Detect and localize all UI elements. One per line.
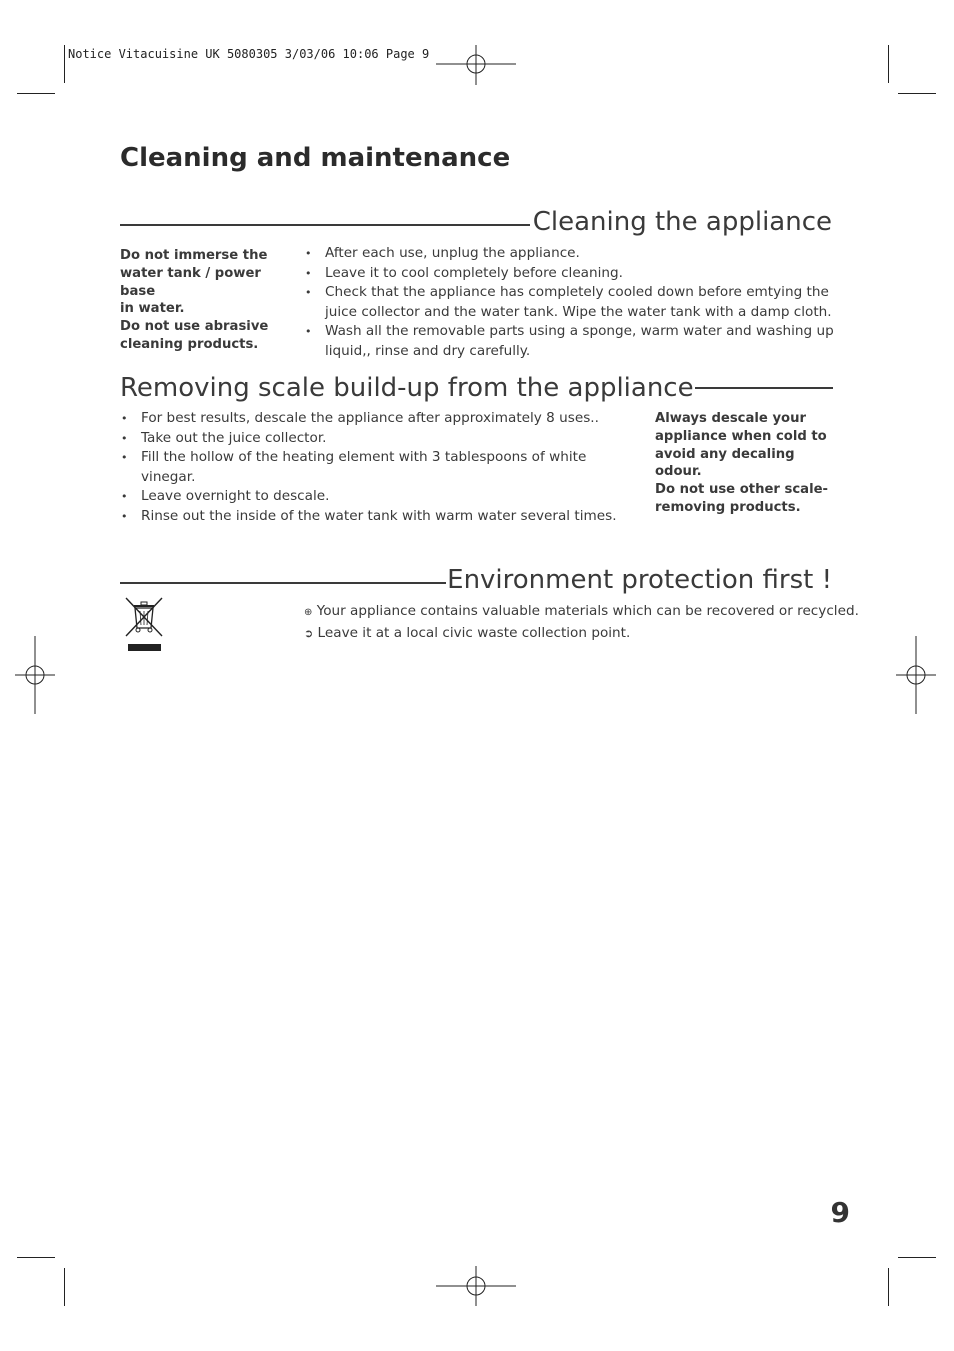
list-item: • Leave it to cool completely before cleaning. <box>304 264 834 284</box>
crop-mark <box>17 1257 55 1258</box>
crop-mark <box>898 93 936 94</box>
page-number: 9 <box>830 1196 850 1229</box>
environment-line-text: Leave it at a local civic waste collection point. <box>317 625 631 641</box>
list-item: • Fill the hollow of the heating element with 3 tablespoons of white vinegar. <box>120 448 640 487</box>
registration-mark-bottom <box>436 1266 516 1306</box>
section-rule <box>120 224 530 226</box>
cleaning-warning-note <box>120 247 300 354</box>
list-item: • After each use, unplug the appliance. <box>304 244 834 264</box>
descale-warning-note <box>655 410 845 517</box>
section-rule <box>695 387 833 389</box>
list-item: • Take out the juice collector. <box>120 429 640 449</box>
crop-mark <box>888 1268 889 1306</box>
crop-mark <box>64 45 65 83</box>
crop-mark <box>17 93 55 94</box>
registration-mark-top <box>436 45 516 85</box>
environment-heading: Environment protection first ! <box>447 565 832 595</box>
note-line: appliance when cold to <box>655 428 827 444</box>
crop-mark <box>64 1268 65 1306</box>
registration-mark-right <box>896 636 936 714</box>
note-line: Do not use other scale- <box>655 482 829 498</box>
cleaning-steps-list <box>304 244 834 361</box>
list-item: • Check that the appliance has completely cooled down before emtying the juice collector and the water tank. Wipe the water tank with a damp cloth. <box>304 283 834 322</box>
list-item: • Leave overnight to descale. <box>120 487 640 507</box>
list-item: • Rinse out the inside of the water tank with warm water several times. <box>120 507 640 527</box>
note-line: cleaning products. <box>120 336 259 352</box>
crop-mark <box>898 1257 936 1258</box>
list-item: • For best results, descale the appliance after approximately 8 uses.. <box>120 409 640 429</box>
note-line: Do not use abrasive <box>120 319 269 335</box>
note-line: removing products. <box>655 499 801 515</box>
list-item: • Wash all the removable parts using a sponge, warm water and washing up liquid,, rinse and dry carefully. <box>304 322 834 361</box>
note-line: Do not immerse the <box>120 248 268 263</box>
note-line: water tank / power base <box>120 265 261 299</box>
note-line: Always descale your <box>655 411 806 426</box>
descale-heading: Removing scale build-up from the appliance <box>120 373 694 403</box>
environment-line-text: Your appliance contains valuable materials which can be recovered or recycled. <box>316 603 859 619</box>
page-title: Cleaning and maintenance <box>120 143 511 173</box>
arrow-icon: ➲ <box>304 627 314 640</box>
registration-mark-left <box>15 636 55 714</box>
note-line: avoid any decaling odour. <box>655 446 795 480</box>
environment-line <box>304 623 844 644</box>
environment-text <box>304 601 859 644</box>
section-rule <box>120 582 446 584</box>
descale-steps-list <box>120 409 640 526</box>
note-line: in water. <box>120 301 185 317</box>
recycle-icon: ⊕ <box>304 607 313 618</box>
cleaning-heading: Cleaning the appliance <box>532 207 832 237</box>
crop-mark <box>888 45 889 83</box>
crossed-out-wheelie-bin-icon <box>124 596 164 654</box>
environment-line <box>304 601 859 623</box>
print-slug: Notice Vitacuisine UK 5080305 3/03/06 10:06 Page 9 <box>68 47 430 61</box>
